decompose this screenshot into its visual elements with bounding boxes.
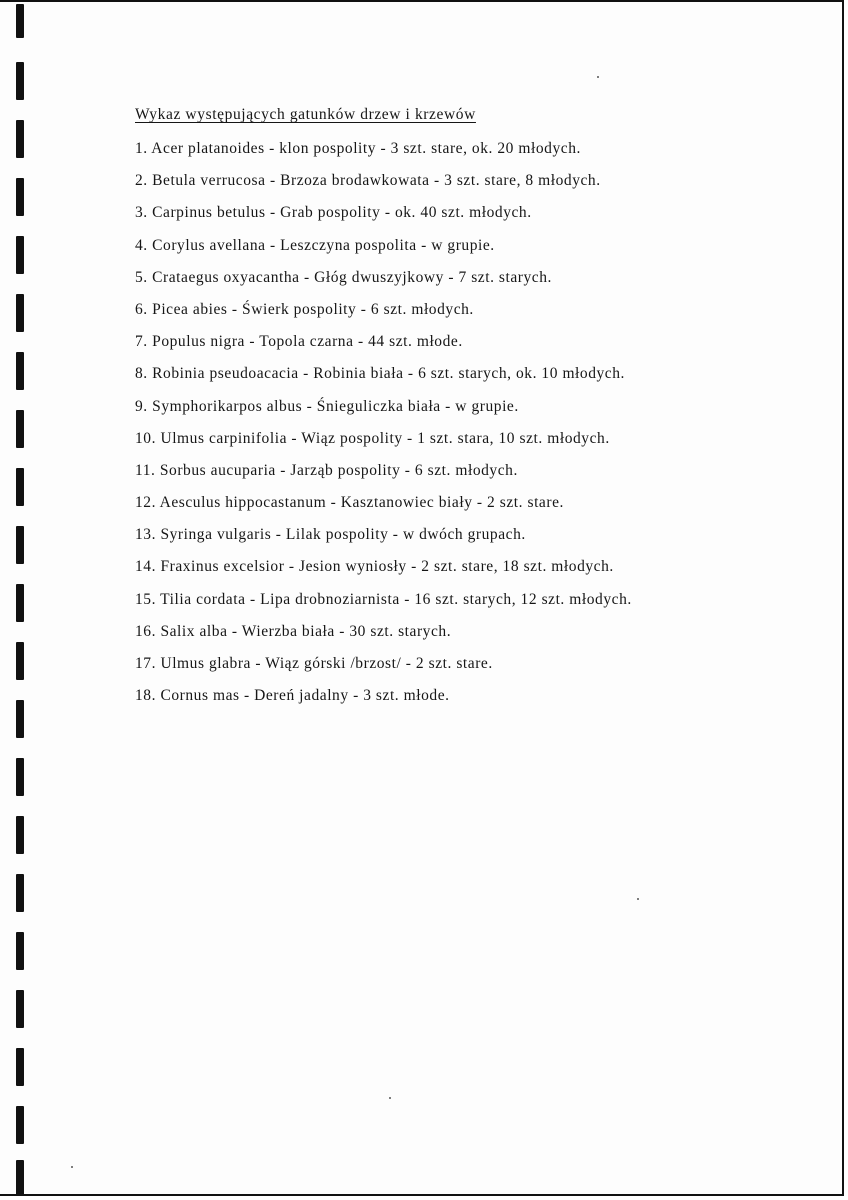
list-item: 10. Ulmus carpinifolia - Wiąz pospolity - 1 szt. stara, 10 szt. młodych. [135,429,610,447]
binding-hole [16,932,24,970]
binding-hole [16,1106,24,1144]
binding-hole [16,294,24,332]
list-item: 2. Betula verrucosa - Brzoza brodawkowata - 3 szt. stare, 8 młodych. [135,172,601,190]
binding-hole [16,1160,24,1196]
document-title: Wykaz występujących gatunków drzew i krzewów [135,106,476,123]
paper-speck [597,76,599,78]
binding-hole [16,1048,24,1086]
list-item: 9. Symphorikarpos albus - Śnieguliczka biała - w grupie. [135,397,519,415]
list-item: 7. Populus nigra - Topola czarna - 44 szt. młode. [135,333,463,351]
list-item: 11. Sorbus aucuparia - Jarząb pospolity - 6 szt. młodych. [135,461,518,479]
list-item: 14. Fraxinus excelsior - Jesion wyniosły - 2 szt. stare, 18 szt. młodych. [135,558,614,576]
list-item: 17. Ulmus glabra - Wiąz górski /brzost/ - 2 szt. stare. [135,655,493,672]
binding-holes [0,0,40,1200]
binding-hole [16,410,24,448]
binding-hole [16,4,24,38]
paper-speck [71,1166,73,1168]
binding-hole [16,700,24,738]
list-item: 1. Acer platanoides - klon pospolity - 3 szt. stare, ok. 20 młodych. [135,140,581,157]
binding-hole [16,62,24,100]
binding-hole [16,178,24,216]
binding-hole [16,584,24,622]
binding-hole [16,990,24,1028]
paper-speck [389,1097,391,1099]
list-item: 18. Cornus mas - Dereń jadalny - 3 szt. młode. [135,687,450,705]
binding-hole [16,236,24,274]
species-list [135,138,632,717]
list-item: 4. Corylus avellana - Leszczyna pospolita - w grupie. [135,236,495,254]
list-item: 5. Crataegus oxyacantha - Głóg dwuszyjkowy - 7 szt. starych. [135,268,552,286]
binding-hole [16,874,24,912]
list-item: 8. Robinia pseudoacacia - Robinia biała - 6 szt. starych, ok. 10 młodych. [135,365,625,383]
list-item: 13. Syringa vulgaris - Lilak pospolity - w dwóch grupach. [135,526,526,544]
binding-hole [16,642,24,680]
binding-hole [16,468,24,506]
binding-hole [16,758,24,796]
list-item: 3. Carpinus betulus - Grab pospolity - ok. 40 szt. młodych. [135,204,532,222]
list-item: 15. Tilia cordata - Lipa drobnoziarnista - 16 szt. starych, 12 szt. młodych. [135,590,632,608]
binding-hole [16,352,24,390]
list-item: 6. Picea abies - Świerk pospolity - 6 szt. młodych. [135,300,474,318]
paper-speck [637,898,639,900]
binding-hole [16,120,24,158]
list-item: 12. Aesculus hippocastanum - Kasztanowiec biały - 2 szt. stare. [135,494,564,512]
binding-hole [16,816,24,854]
binding-hole [16,526,24,564]
list-item: 16. Salix alba - Wierzba biała - 30 szt. starych. [135,622,452,640]
